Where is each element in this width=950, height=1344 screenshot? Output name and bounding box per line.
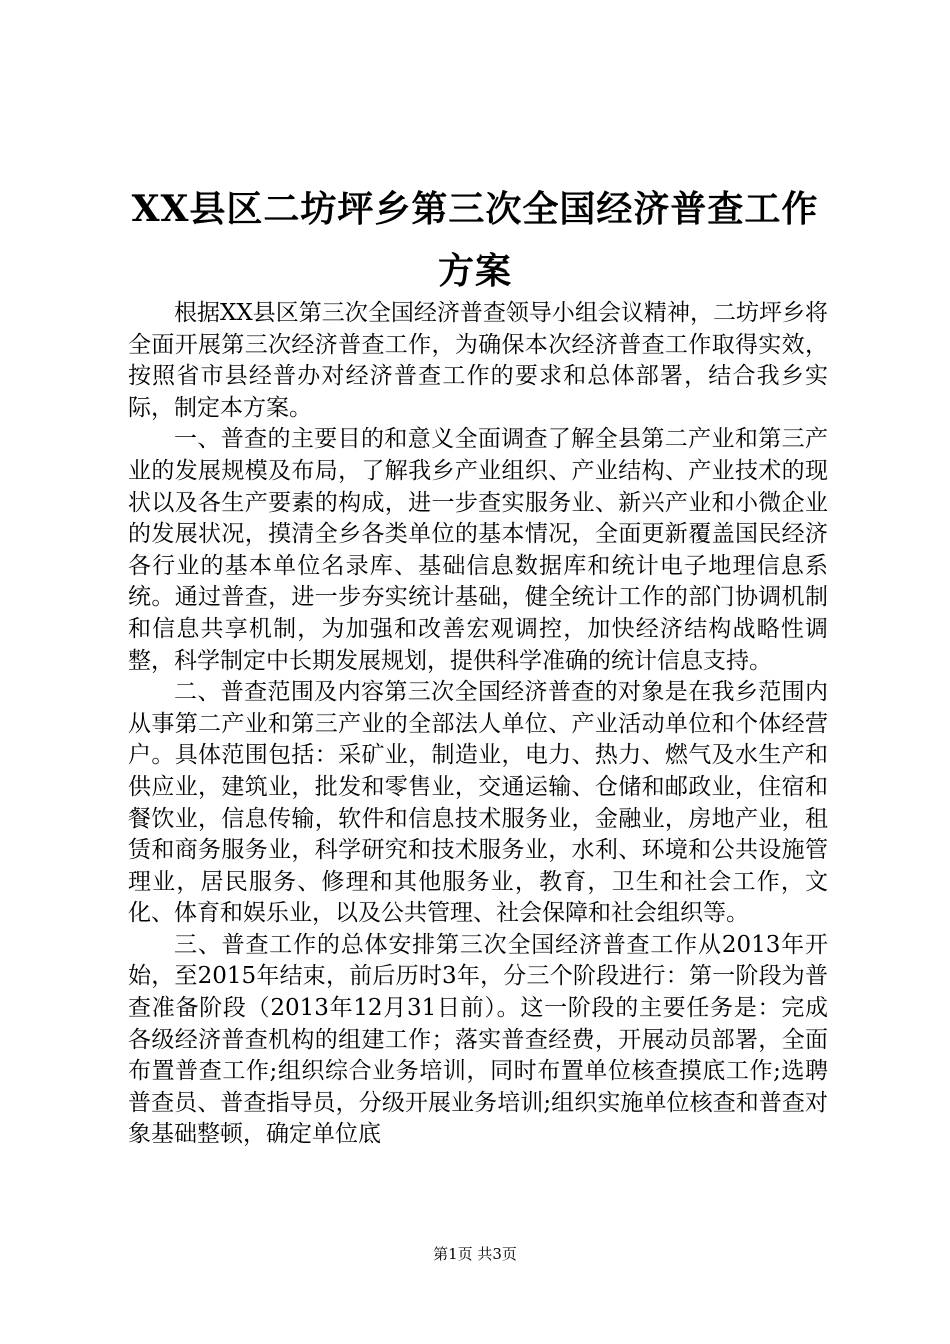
paragraph-intro: 根据XX县区第三次全国经济普查领导小组会议精神，二坊坪乡将全面开展第三次经济普查工作，为确保本次经济普查工作取得实效，按照省市县经普办对经济普查工作的要求和总体部署，结合我乡实际，制定本方案。 [128, 300, 828, 421]
paragraph-section-2: 二、普查范围及内容第三次全国经济普查的对象是在我乡范围内从事第二产业和第三产业的全部法人单位、产业活动单位和个体经营户。具体范围包括：采矿业，制造业，电力、热力、燃气及水生产和供应业，建筑业，批发和零售业，交通运输、仓储和邮政业，住宿和餐饮业，信息传输，软件和信息技术服务业，金融业，房地产业，租赁和商务服务业，科学研究和技术服务业，水利、环境和公共设施管理业，居民服务、修理和其他服务业，教育，卫生和社会工作，文化、体育和娱乐业，以及公共管理、社会保障和社会组织等。 [128, 679, 828, 927]
paragraph-section-3: 三、普查工作的总体安排第三次全国经济普查工作从2013年开始，至2015年结束，前后历时3年，分三个阶段进行：第一阶段为普查准备阶段（2013年12月31日前）。这一阶段的主要任务是：完成各级经济普查机构的组建工作；落实普查经费，开展动员部署，全面布置普查工作;组织综合业务培训，同时布置单位核查摸底工作;选聘普查员、普查指导员，分级开展业务培训;组织实施单位核查和普查对象基础整顿，确定单位底 [128, 931, 828, 1148]
document-title: XX县区二坊坪乡第三次全国经济普查工作方案 [131, 188, 819, 292]
document-body [128, 298, 828, 1151]
page-number: 第1页 共3页 [433, 1245, 517, 1263]
paragraph-section-1: 一、普查的主要目的和意义全面调查了解全县第二产业和第三产业的发展规模及布局，了解我乡产业组织、产业结构、产业技术的现状以及各生产要素的构成，进一步查实服务业、新兴产业和小微企业的发展状况，摸清全乡各类单位的基本情况，全面更新覆盖国民经济各行业的基本单位名录库、基础信息数据库和统计电子地理信息系统。通过普查，进一步夯实统计基础，健全统计工作的部门协调机制和信息共享机制，为加强和改善宏观调控，加快经济结构战略性调整，科学制定中长期发展规划，提供科学准确的统计信息支持。 [128, 426, 828, 674]
